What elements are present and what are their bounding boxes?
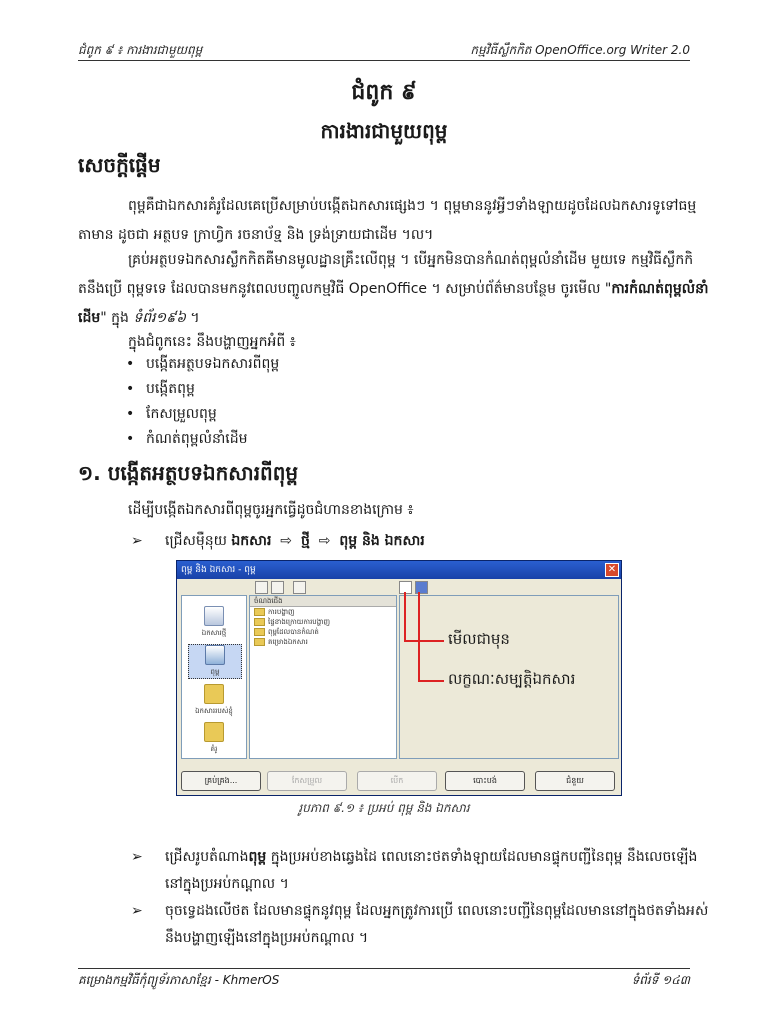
p2-text-b: " ក្នុង <box>100 310 134 326</box>
arrow-bullet-icon: ➢ <box>131 849 143 865</box>
list-item: • បង្កើតអត្ថបទឯកសារពីពុម្ព <box>130 352 279 377</box>
step-2-text-b: ក្នុងប្រអប់ខាងឆ្វេងដៃ ពេលនោះថតទាំងឡាយដែលមានផ្ទុកបញ្ជីនៃពុម្ព នឹងលេចឡើងនៅក្នុងប្រអប់កណ្ដាល ។ <box>165 849 698 892</box>
edit-button[interactable]: កែសម្រួល <box>267 771 347 791</box>
p2-text-c: ។ <box>185 310 200 326</box>
intro-heading: សេចក្ដីផ្ដើម <box>78 153 161 177</box>
figure-caption: រូបភាព ៩.១ ៖ ប្រអប់ ពុម្ព និង ឯកសារ <box>298 801 470 815</box>
section-intro-text: ដើម្បីបង្កើតឯកសារពីពុម្ពចូរអ្នកធ្វើដូចជំហានខាងក្រោម ៖ <box>128 502 414 518</box>
list-intro-text: ក្នុងជំពូកនេះ នឹងបង្ហាញអ្នកអំពី ៖ <box>128 334 296 350</box>
intro-paragraph-1-text: ពុម្ពគឺជាឯកសារគំរូដែលគេប្រើសម្រាប់បង្កើតឯកសារផ្សេងៗ ។ ពុម្ពមាននូវអ្វីៗទាំងឡាយដូចដែលឯកសារទូទៅធម្មតាមាន ដូចជា អត្ថបទ ក្រាហ្វិក រចនាប័ទ្ម និង ទ្រង់ទ្រាយជាដើម ។ល។ <box>78 198 697 243</box>
page-header <box>78 38 690 60</box>
callout-line <box>404 592 406 640</box>
list-header: ចំណងជើង <box>250 596 396 607</box>
dialog-titlebar <box>177 561 621 579</box>
callout-document-properties: លក្ខណៈសម្បត្តិឯកសារ <box>448 670 576 688</box>
folder-icon <box>254 638 265 646</box>
callout-line <box>418 680 444 682</box>
step-2-bold: ពុម្ព <box>248 849 267 865</box>
folder-icon <box>254 628 265 636</box>
list-item[interactable]: ផ្ទៃខាងក្រោយការបង្ហាញ <box>250 617 396 627</box>
chapter-number: ជំពូក ៩ <box>351 80 417 105</box>
header-right: កម្មវិធីស្លឹកកិត OpenOffice.org Writer 2.0 <box>470 43 690 57</box>
close-icon[interactable]: ✕ <box>605 563 619 577</box>
dialog-title: ពុម្ព និង ឯកសារ - ពុម្ព <box>181 565 256 575</box>
step-2 <box>133 844 713 898</box>
footer-rule <box>78 968 690 969</box>
arrow-bullet-icon: ➢ <box>131 533 143 549</box>
p2-bold-link: ការកំណត់ពុម្ពលំនាំដើម <box>78 281 709 326</box>
folder-icon <box>204 722 224 742</box>
samples-category[interactable] <box>188 722 240 755</box>
templates-category[interactable] <box>188 644 242 679</box>
topic-list <box>130 352 279 452</box>
p2-text-a: គ្រប់អត្ថបទឯកសារស្លឹកកិតគឺមានមូលដ្ឋានគ្រឹះលើពុម្ព ។ បើអ្នកមិនបានកំណត់ពុម្ពលំនាំដើម មួយទេ កម្មវិធីស្លឹកកិតនឹងប្រើ ពុម្ពទទេ ដែលបានមកនូវពេលបញ្ចូលកម្មវិធី OpenOffice ។ សម្រាប់ព័ត៌មានបន្ថែម ចូរមើល " <box>78 252 694 297</box>
section-heading: ១. បង្កើតអត្ថបទឯកសារពីពុម្ព <box>78 461 299 485</box>
section-intro <box>78 496 714 525</box>
arrow-bullet-icon: ➢ <box>131 903 143 919</box>
category-pane <box>181 595 247 759</box>
menu-file: ឯកសារ <box>231 533 272 549</box>
menu-templates-documents: ពុម្ព និង ឯកសារ <box>339 533 425 549</box>
header-rule <box>78 60 690 61</box>
open-button[interactable]: បើក <box>357 771 437 791</box>
templates-icon <box>205 645 225 665</box>
folder-icon <box>254 608 265 616</box>
step-1 <box>133 528 713 555</box>
callout-preview: មើលជាមុន <box>448 630 510 648</box>
list-item: • កំណត់ពុម្ពលំនាំដើម <box>130 427 279 452</box>
help-button[interactable]: ជំនួយ <box>535 771 615 791</box>
cancel-button[interactable]: បោះបង់ <box>445 771 525 791</box>
list-item[interactable]: ការបង្ហាញ <box>250 607 396 617</box>
list-item: • បង្កើតពុម្ព <box>130 377 279 402</box>
new-document-icon <box>204 606 224 626</box>
chapter-title: ការងារជាមួយពុម្ព <box>320 119 448 143</box>
intro-paragraph-2 <box>78 246 714 333</box>
category-label: ឯកសារថ្មី <box>201 629 227 637</box>
step-3-text: ចុចទ្វេដងលើថត ដែលមានផ្ទុកនូវពុម្ព ដែលអ្នកត្រូវការប្រើ ពេលនោះបញ្ជីនៃពុម្ពដែលមាននៅក្នុងថតទាំងអស់នឹងបង្ហាញឡើងនៅក្នុងប្រអប់កណ្ដាល ។ <box>165 903 709 946</box>
footer-left: គម្រោងកម្មវិធីកុំព្យូទ័រភាសាខ្មែរ - KhmerOS <box>78 973 280 987</box>
category-label: ពុម្ព <box>210 668 220 676</box>
arrow-right-icon: ⇨ <box>280 533 293 549</box>
step-3 <box>133 898 713 952</box>
my-documents-category[interactable] <box>188 684 240 717</box>
list-item[interactable]: ពុម្ពដែលបានកំណត់ <box>250 627 396 637</box>
arrow-right-icon: ⇨ <box>318 533 331 549</box>
intro-paragraph-1 <box>78 192 714 250</box>
menu-new: ថ្មី <box>300 533 310 549</box>
folder-icon <box>254 618 265 626</box>
category-label: ឯកសាររបស់ខ្ញុំ <box>195 707 233 715</box>
list-item: • កែសម្រួលពុម្ព <box>130 402 279 427</box>
new-document-category[interactable] <box>188 606 240 639</box>
folder-icon <box>204 684 224 704</box>
callout-line <box>418 592 420 680</box>
step-1-text: ជ្រើសម៉ឺនុយ <box>165 533 232 549</box>
organize-button[interactable]: គ្រប់គ្រង... <box>181 771 261 791</box>
template-list-pane <box>249 595 397 759</box>
print-icon[interactable] <box>271 581 284 594</box>
back-icon[interactable] <box>255 581 268 594</box>
document-properties-icon[interactable] <box>415 581 428 594</box>
page-number: ទំព័រទី ១៤៣ <box>631 973 690 987</box>
step-2-text-a: ជ្រើសរូបតំណាង <box>165 849 249 865</box>
list-item[interactable]: គម្រោងឯកសារ <box>250 637 396 647</box>
category-label: គំរូ <box>210 745 218 753</box>
folder-up-icon[interactable] <box>293 581 306 594</box>
p2-page-ref: ទំព័រ១៩៦ <box>133 310 186 326</box>
callout-line <box>404 640 444 642</box>
header-left: ជំពូក ៩ ៖ ការងារជាមួយពុម្ព <box>78 43 203 57</box>
